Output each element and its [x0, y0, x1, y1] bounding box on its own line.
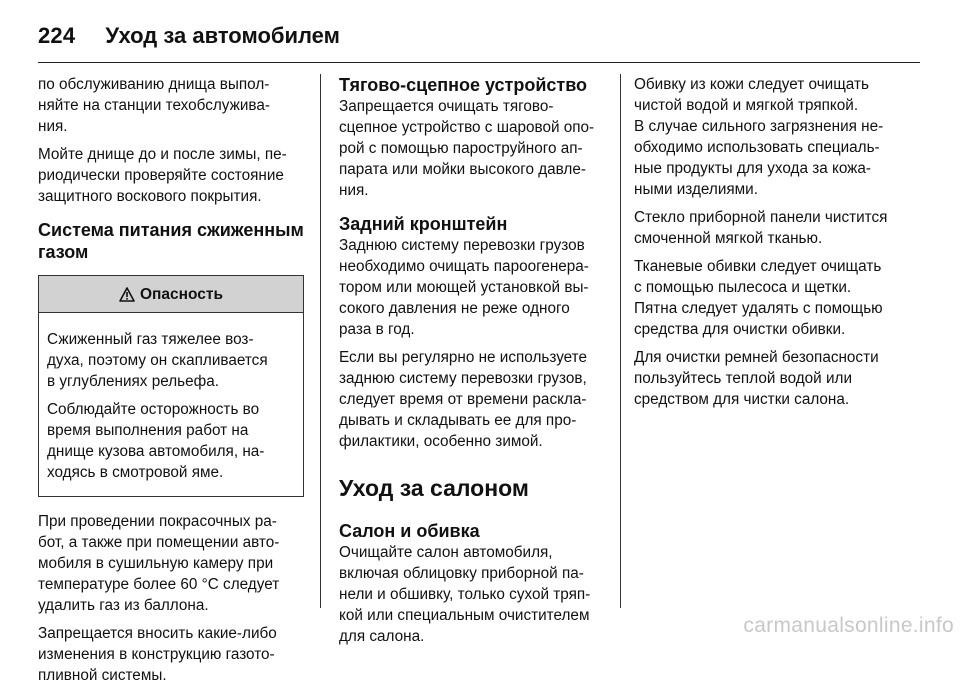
danger-warning-box [38, 275, 304, 497]
page-header [38, 14, 920, 58]
watermark: carmanualsonline.info [743, 614, 954, 637]
column-divider-left [320, 74, 321, 608]
paragraph-no-modifications: Запрещается вносить какие-либо изменения в конструкцию газото- пливной системы. [38, 625, 277, 684]
heading-rear-carrier: Задний кронштейн [339, 214, 508, 234]
heading-interior-upholstery: Салон и обивка [339, 521, 480, 541]
warning-triangle-icon [119, 287, 135, 302]
heading-towing-hitch: Тягово-сцепное устройство [339, 75, 588, 95]
column-3 [634, 74, 926, 417]
heading-lpg-system: Система питания сжиженным газом [38, 220, 304, 262]
header-rule [38, 62, 920, 63]
paragraph-interior-cleaning: Очищайте салон автомобиля, включая облицовку приборной па- нели и обшивку, только сухой тряп- кой или специальным очистителем для салона. [339, 544, 591, 645]
column-1 [38, 74, 306, 693]
paragraph-leather-care: Обивку из кожи следует очищать чистой водой и мягкой тряпкой. В случае сильного загрязнения не- обходимо использовать специаль- ные продукты для ухода за кожа- ными изделиями. [634, 76, 884, 198]
paragraph-carrier-usage: Если вы регулярно не используете заднюю систему перевозки грузов, следует время от времени раскла- дывать и складывать ее для про- филактики, особенно зимой. [339, 349, 588, 450]
column-2 [339, 74, 605, 654]
column-divider-right [620, 74, 621, 608]
warning-header [39, 276, 303, 313]
heading-interior-care: Уход за салоном [339, 475, 529, 501]
page-number: 224 [38, 23, 76, 48]
paragraph-instrument-glass: Стекло приборной панели чистится смоченной мягкой тканью. [634, 209, 888, 247]
warning-body [39, 313, 303, 496]
warning-title: Опасность [139, 285, 224, 303]
chapter-title: Уход за автомобилем [105, 23, 340, 48]
warning-paragraph-caution-pit: Соблюдайте осторожность во время выполнения работ на днище кузова автомобиля, на- ходясь в смотровой яме. [47, 401, 265, 481]
warning-paragraph-gas-heavier: Сжиженный газ тяжелее воз- духа, поэтому он скапливается в углублениях рельефа. [47, 331, 268, 390]
paragraph-painting-drying: При проведении покрасочных ра- бот, а также при помещении авто- мобиля в сушильную камеру при температуре более 60 °C следует удалить газ из баллона. [38, 513, 280, 614]
paragraph-hitch-cleaning: Запрещается очищать тягово- сцепное устройство с шаровой опо- рой с помощью пароструйного ап- парата или мойки высокого давле- ния. [339, 98, 595, 199]
paragraph-seat-belts: Для очистки ремней безопасности пользуйтесь теплой водой или средством для чистки салона. [634, 349, 879, 408]
paragraph-underbody-service: по обслуживанию днища выпол- няйте на станции техобслужива- ния. [38, 76, 270, 135]
paragraph-fabric-upholstery: Тканевые обивки следует очищать с помощью пылесоса и щетки. Пятна следует удалять с помощью средства для очистки обивки. [634, 258, 883, 338]
paragraph-carrier-cleaning: Заднюю систему перевозки грузов необходимо очищать пароогенера- тором или моющей установкой вы- сокого давления не реже одного раза в год. [339, 237, 589, 338]
paragraph-underbody-wash: Мойте днище до и после зимы, пе- риодически проверяйте состояние защитного воскового покрытия. [38, 146, 287, 205]
